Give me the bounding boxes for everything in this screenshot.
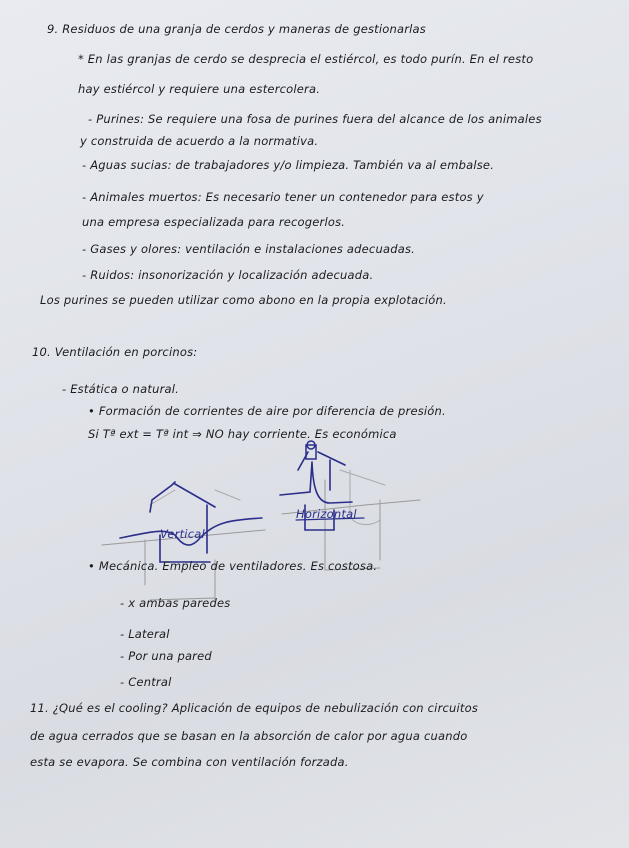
note-line: de agua cerrados que se basan en la absorción de calor por agua cuando <box>30 729 468 743</box>
note-line: * En las granjas de cerdo se desprecia el estiércol, es todo purín. En el resto <box>78 52 534 66</box>
note-line: hay estiércol y requiere una estercolera. <box>78 82 321 96</box>
note-line: - Ruidos: insonorización y localización adecuada. <box>82 268 374 282</box>
note-line: Si Tª ext = Tª int ⇒ NO hay corriente. Es económica <box>88 427 397 441</box>
note-line: esta se evapora. Se combina con ventilación forzada. <box>30 755 349 769</box>
list-item: - x ambas paredes <box>120 596 231 610</box>
note-line: - Gases y olores: ventilación e instalaciones adecuadas. <box>82 242 415 256</box>
note-line: - Purines: Se requiere una fosa de purines fuera del alcance de los animales <box>88 112 542 126</box>
note-line: Los purines se pueden utilizar como abono en la propia explotación. <box>40 293 447 307</box>
section-10-title: 10. Ventilación en porcinos: <box>32 345 198 359</box>
note-line: una empresa especializada para recogerlos. <box>82 215 346 229</box>
list-item: - Lateral <box>120 627 170 641</box>
note-line: • Mecánica. Empleo de ventiladores. Es costosa. <box>88 559 378 573</box>
horizontal-ventilation-sketch <box>280 441 420 570</box>
section-11-title: 11. ¿Qué es el cooling? Aplicación de equipos de nebulización con circuitos <box>30 701 479 715</box>
note-line: - Animales muertos: Es necesario tener un contenedor para estos y <box>82 190 484 204</box>
vertical-ventilation-sketch <box>102 482 265 600</box>
list-item: - Por una pared <box>120 649 212 663</box>
section-9-title: 9. Residuos de una granja de cerdos y maneras de gestionarlas <box>47 22 426 36</box>
vertical-label: Vertical <box>160 527 205 541</box>
note-line: y construida de acuerdo a la normativa. <box>80 134 319 148</box>
note-line: • Formación de corrientes de aire por diferencia de presión. <box>88 404 446 418</box>
note-line: - Aguas sucias: de trabajadores y/o limpieza. También va al embalse. <box>82 158 495 172</box>
horizontal-label: Horizontal <box>296 507 357 521</box>
list-item: - Central <box>120 675 172 689</box>
note-line: - Estática o natural. <box>62 382 179 396</box>
